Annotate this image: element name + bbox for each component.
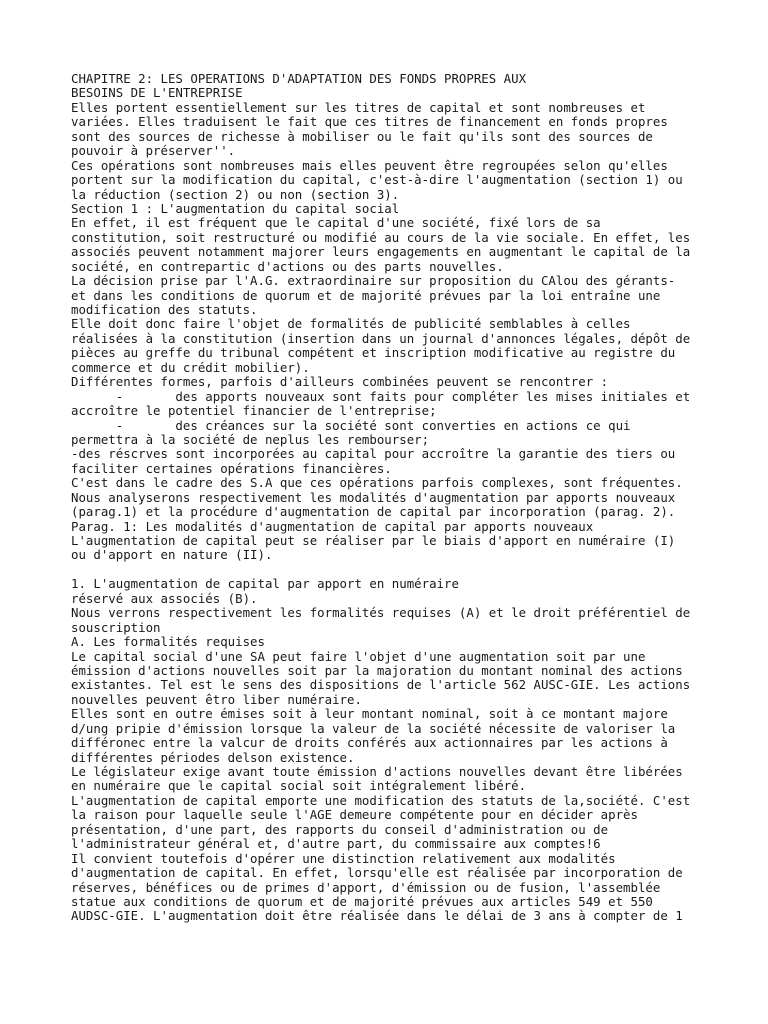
text-line: Différentes formes, parfois d'ailleurs combinées peuvent se rencontrer : bbox=[71, 374, 609, 390]
text-line: variées. Elles traduisent le fait que ces titres de financement en fonds propres bbox=[71, 114, 668, 130]
text-line: commerce et du crédit mobilier). bbox=[71, 359, 310, 375]
text-line: la raison pour laquelle seule l'AGE demeure compétente pour en décider après bbox=[71, 807, 638, 823]
text-line: différonec entre la valcur de droits conférés aux actionnaires par les actions à bbox=[71, 735, 668, 751]
text-line: nouvelles peuvent êtro liber numéraire. bbox=[71, 691, 362, 707]
text-line: C'est dans le cadre des S.A que ces opérations parfois complexes, sont fréquentes. bbox=[71, 475, 683, 491]
text-line: modification des statuts. bbox=[71, 302, 258, 317]
text-line: présentation, d'une part, des rapports du conseil d'administration ou de bbox=[71, 821, 609, 837]
text-line: Nous analyserons respectivement les modalités d'augmentation par apports nouveaux bbox=[71, 489, 676, 505]
text-line: portent sur la modification du capital, c'est-à-dire l'augmentation (section 1) ou bbox=[71, 172, 683, 188]
text-line: existantes. Tel est le sens des dispositions de l'article 562 AUSC-GIE. Les actions bbox=[71, 677, 691, 693]
text-line: société, en contrepartic d'actions ou des parts nouvelles. bbox=[71, 258, 504, 274]
blank-line bbox=[71, 563, 711, 577]
text-line: Section 1 : L'augmentation du capital social bbox=[71, 200, 400, 216]
text-line: Elles sont en outre émises soit à leur montant nominal, soit à ce montant majore bbox=[71, 706, 668, 722]
text-line: Parag. 1: Les modalités d'augmentation de capital par apports nouveaux bbox=[71, 518, 594, 534]
text-line: pouvoir à préserver''. bbox=[71, 143, 236, 159]
text-line: d/ung pripie d'émission lorsque la valeur de la société nécessite de valoriser la bbox=[71, 720, 676, 736]
text-line: -des réscrves sont incorporées au capital pour accroître la garantie des tiers ou bbox=[71, 446, 676, 462]
text-line: la réduction (section 2) ou non (section 3). bbox=[71, 186, 400, 202]
text-line: associés peuvent notamment majorer leurs engagements en augmentant le capital de la bbox=[71, 244, 691, 260]
text-line: différentes périodes delson existence. bbox=[71, 749, 355, 765]
text-line: CHAPITRE 2: LES OPERATIONS D'ADAPTATION DES FONDS PROPRES AUX bbox=[71, 71, 527, 86]
text-line: La décision prise par l'A.G. extraordinaire sur proposition du CAlou des gérants- bbox=[71, 273, 676, 289]
text-line: Ces opérations sont nombreuses mais elles peuvent être regroupées selon qu'elles bbox=[71, 157, 668, 173]
text-line: A. Les formalités requises bbox=[71, 634, 265, 650]
text-line: Le capital social d'une SA peut faire l'objet d'une augmentation soit par une bbox=[71, 648, 646, 664]
text-line: Elles portent essentiellement sur les titres de capital et sont nombreuses et bbox=[71, 99, 646, 115]
text-line: statue aux conditions de quorum et de majorité prévues aux articles 549 et 550 bbox=[71, 893, 653, 909]
text-line: Elle doit donc faire l'objet de formalités de publicité semblables à celles bbox=[71, 316, 631, 332]
document-page bbox=[71, 72, 711, 924]
text-line: sont des sources de richesse à mobiliser ou le fait qu'ils sont des sources de bbox=[71, 128, 653, 144]
text-line: réservé aux associés (B). bbox=[71, 590, 258, 606]
text-line: (parag.1) et la procédure d'augmentation de capital par incorporation (parag. 2). bbox=[71, 504, 676, 520]
text-line: Il convient toutefois d'opérer une distinction relativement aux modalités bbox=[71, 850, 616, 866]
text-line: en numéraire que le capital social soit intégralement libéré. bbox=[71, 778, 527, 794]
text-line: L'augmentation de capital peut se réaliser par le biais d'apport en numéraire (I) bbox=[71, 533, 676, 548]
text-line: émission d'actions nouvelles soit par la majoration du montant nominal des actions bbox=[71, 662, 683, 678]
text-line: d'augmentation de capital. En effet, lorsqu'elle est réalisée par incorporation de bbox=[71, 865, 683, 881]
text-line: l'administrateur général et, d'autre part, du commissaire aux comptes!6 bbox=[71, 836, 601, 852]
text-line: et dans les conditions de quorum et de majorité prévues par la loi entraîne une bbox=[71, 287, 661, 303]
text-line: - des créances sur la société sont converties en actions ce qui bbox=[71, 417, 631, 433]
text-line: Le législateur exige avant toute émission d'actions nouvelles devant être libérées bbox=[71, 764, 683, 779]
text-line: souscription bbox=[71, 619, 161, 635]
text-line: faciliter certaines opérations financières. bbox=[71, 460, 392, 476]
text-line: réalisées à la constitution (insertion dans un journal d'annonces légales, dépôt de bbox=[71, 330, 691, 346]
text-line: AUDSC-GIE. L'augmentation doit être réalisée dans le délai de 3 ans à compter de 1 bbox=[71, 908, 683, 924]
text-line: Nous verrons respectivement les formalités requises (A) et le droit préférentiel de bbox=[71, 605, 691, 621]
text-line: En effet, il est fréquent que le capital d'une société, fixé lors de sa bbox=[71, 215, 601, 231]
text-line: constitution, soit restructuré ou modifié au cours de la vie sociale. En effet, les bbox=[71, 229, 691, 245]
text-line: pièces au greffe du tribunal compétent et inscription modificative au registre du bbox=[71, 345, 676, 361]
text-line: 1. L'augmentation de capital par apport en numéraire bbox=[71, 576, 459, 592]
text-line: - des apports nouveaux sont faits pour compléter les mises initiales et bbox=[71, 388, 691, 404]
text-line: ou d'apport en nature (II). bbox=[71, 547, 273, 563]
text-line: BESOINS DE L'ENTREPRISE bbox=[71, 85, 243, 101]
text-line: réserves, bénéfices ou de primes d'apport, d'émission ou de fusion, l'assemblée bbox=[71, 879, 661, 895]
text-line: accroître le potentiel financier de l'entreprise; bbox=[71, 403, 437, 419]
text-line: permettra à la société de neplus les rembourser; bbox=[71, 431, 430, 447]
text-line: L'augmentation de capital emporte une modification des statuts de la,société. C'est bbox=[71, 792, 691, 808]
